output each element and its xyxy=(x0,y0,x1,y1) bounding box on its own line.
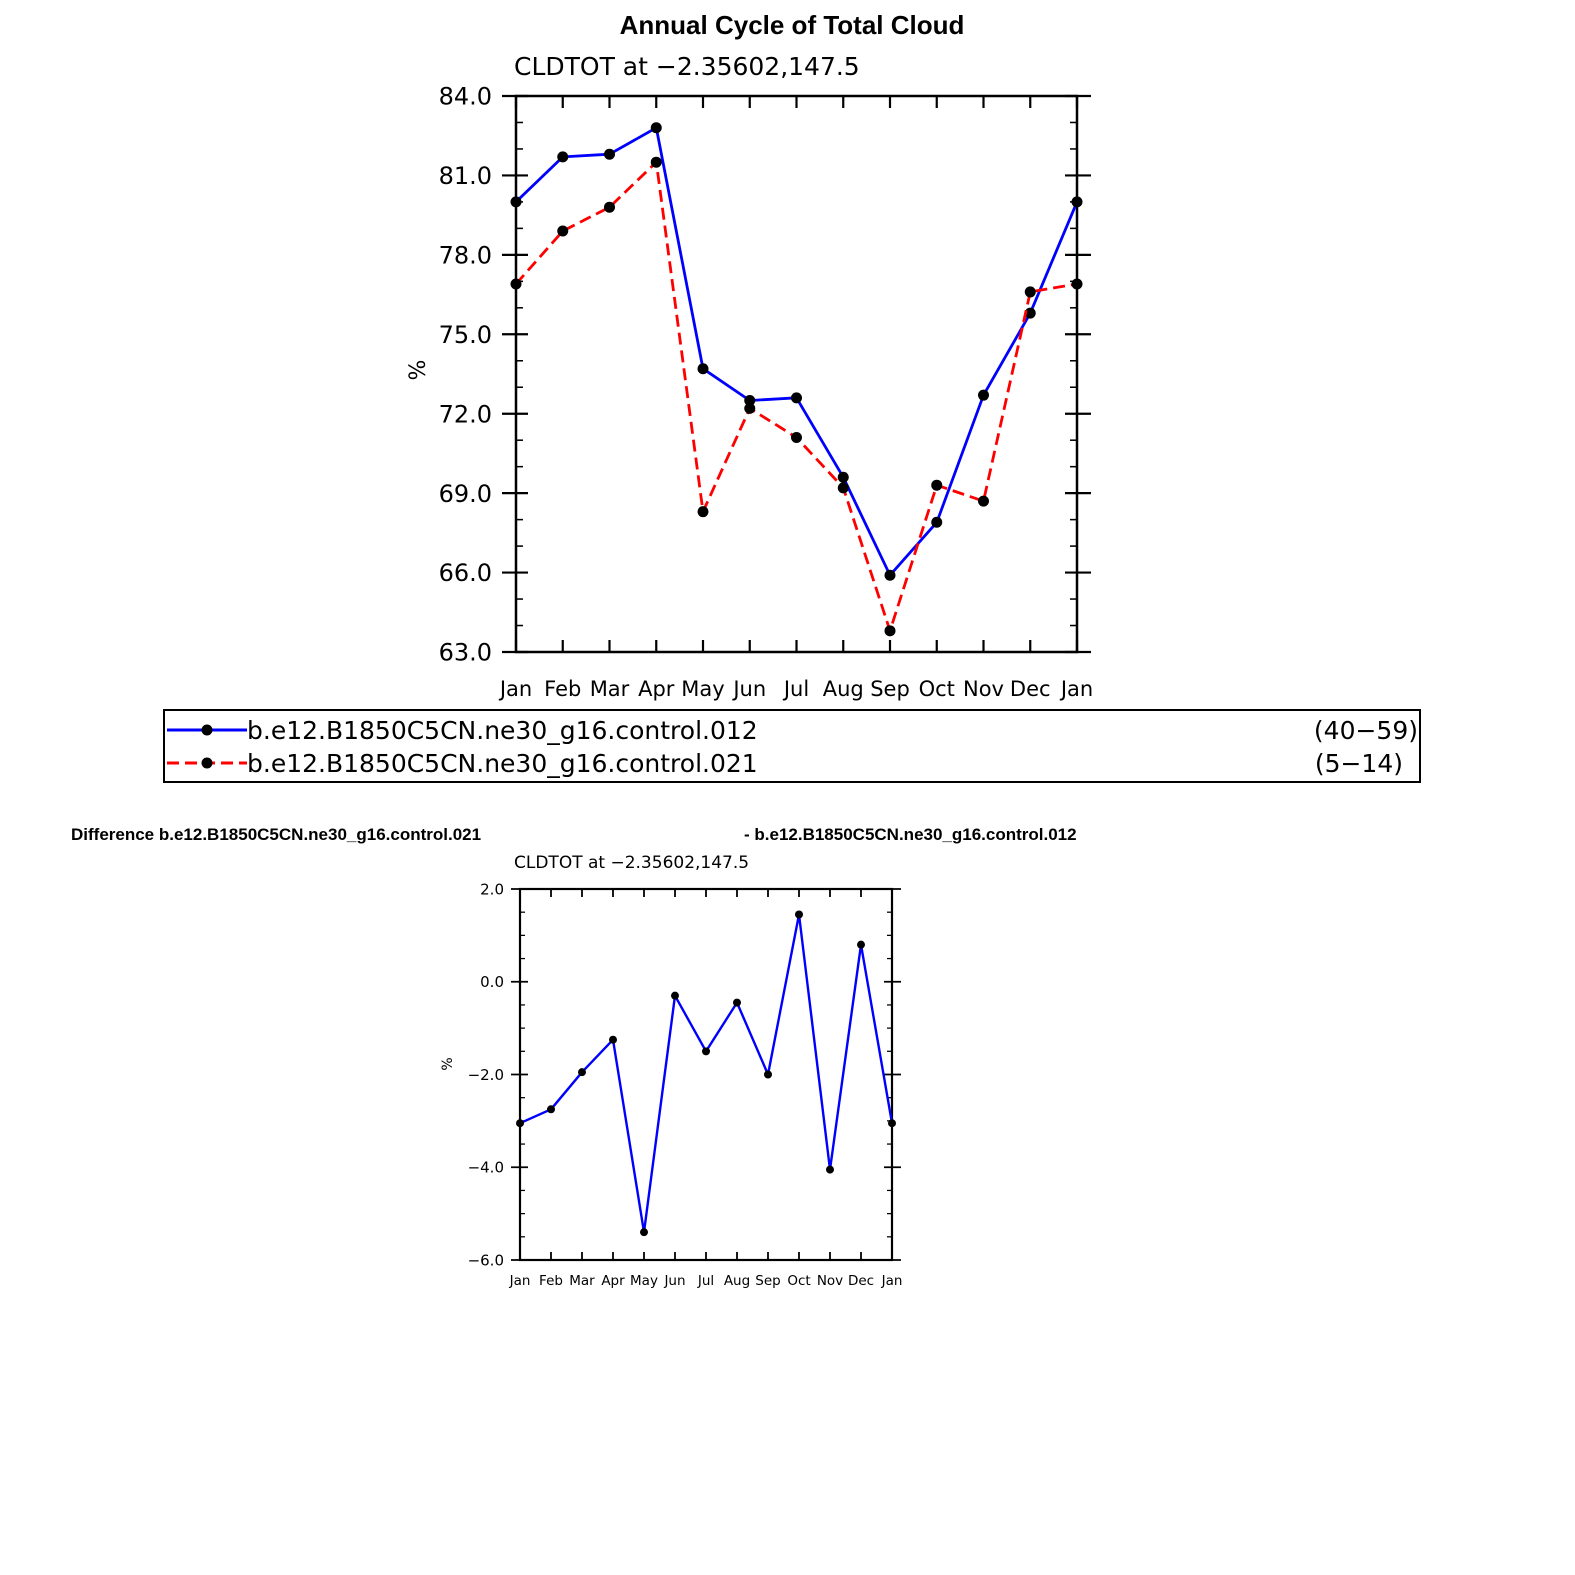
y-tick-label: −2.0 xyxy=(467,1065,504,1084)
data-point xyxy=(791,392,802,403)
data-point xyxy=(702,1047,710,1055)
data-point xyxy=(578,1068,586,1076)
difference-title-left: Difference b.e12.B1850C5CN.ne30_g16.control.021 xyxy=(71,825,482,844)
x-tick-label: Apr xyxy=(638,677,675,701)
y-tick-label: 72.0 xyxy=(438,400,492,429)
y-tick-label: 0.0 xyxy=(480,973,504,992)
data-point xyxy=(978,496,989,507)
series-line-1 xyxy=(516,128,1077,575)
data-point xyxy=(604,202,615,213)
legend-entry-2 xyxy=(167,749,1403,778)
data-point xyxy=(1072,278,1083,289)
data-point xyxy=(511,278,522,289)
x-tick-label: Apr xyxy=(601,1273,625,1289)
x-tick-label: Jan xyxy=(509,1273,531,1289)
legend-label-1: b.e12.B1850C5CN.ne30_g16.control.012 xyxy=(247,716,758,745)
x-tick-label: Feb xyxy=(539,1273,563,1289)
y-tick-label: 81.0 xyxy=(438,162,492,191)
data-point xyxy=(516,1119,524,1127)
data-point xyxy=(791,432,802,443)
y-tick-label: 69.0 xyxy=(438,479,492,508)
data-point xyxy=(1025,286,1036,297)
data-point xyxy=(857,941,865,949)
data-point xyxy=(557,151,568,162)
data-point xyxy=(557,226,568,237)
data-point xyxy=(838,472,849,483)
data-point xyxy=(547,1105,555,1113)
y-tick-label: −4.0 xyxy=(467,1158,504,1177)
x-tick-label: Sep xyxy=(755,1273,781,1289)
data-point xyxy=(698,506,709,517)
x-tick-label: Dec xyxy=(847,1273,875,1289)
x-tick-label: Sep xyxy=(870,677,910,701)
y-tick-label: 63.0 xyxy=(438,638,492,667)
data-point xyxy=(826,1166,834,1174)
y-tick-label: 78.0 xyxy=(438,241,492,270)
difference-title-right: - b.e12.B1850C5CN.ne30_g16.control.012 xyxy=(744,825,1077,844)
x-tick-label: Jan xyxy=(1060,677,1094,701)
legend-marker-1 xyxy=(202,725,213,736)
x-tick-label: Mar xyxy=(589,677,630,701)
data-point xyxy=(698,363,709,374)
x-tick-label: Jun xyxy=(733,677,767,701)
data-point xyxy=(931,517,942,528)
plot-frame xyxy=(516,96,1077,652)
data-point xyxy=(931,480,942,491)
difference-subtitle: CLDTOT at −2.35602,147.5 xyxy=(514,853,750,873)
data-point xyxy=(885,570,896,581)
x-tick-label: Oct xyxy=(787,1273,811,1289)
y-axis-label: % xyxy=(406,359,431,381)
data-point xyxy=(885,625,896,636)
x-tick-label: Aug xyxy=(723,1273,751,1289)
data-point xyxy=(744,403,755,414)
x-tick-label: Dec xyxy=(1009,677,1051,701)
data-point xyxy=(640,1228,648,1236)
y-tick-label: −6.0 xyxy=(467,1251,504,1270)
legend-entry-1 xyxy=(167,716,1418,745)
difference-chart xyxy=(71,825,1077,1289)
data-point xyxy=(651,122,662,133)
plot-frame xyxy=(520,889,892,1260)
x-tick-label: May xyxy=(681,677,725,701)
data-point xyxy=(604,149,615,160)
x-tick-label: Jan xyxy=(499,677,533,701)
data-point xyxy=(978,390,989,401)
data-point xyxy=(511,196,522,207)
y-tick-label: 75.0 xyxy=(438,320,492,349)
legend xyxy=(164,710,1420,782)
legend-years-2: (5−14) xyxy=(1314,749,1403,778)
y-tick-label: 2.0 xyxy=(480,880,504,899)
y-tick-label: 66.0 xyxy=(438,559,492,588)
data-point xyxy=(733,999,741,1007)
x-tick-label: Jul xyxy=(783,677,810,701)
legend-label-2: b.e12.B1850C5CN.ne30_g16.control.021 xyxy=(247,749,758,778)
y-tick-label: 84.0 xyxy=(438,82,492,111)
difference-y-axis-label: % xyxy=(440,1057,456,1071)
data-point xyxy=(609,1036,617,1044)
data-point xyxy=(671,992,679,1000)
x-tick-label: Jul xyxy=(697,1273,715,1289)
x-tick-label: Jan xyxy=(881,1273,903,1289)
x-tick-label: Oct xyxy=(918,677,955,701)
x-tick-label: Nov xyxy=(816,1273,844,1289)
legend-marker-2 xyxy=(202,758,213,769)
chart-title: Annual Cycle of Total Cloud xyxy=(619,10,965,40)
data-point xyxy=(651,157,662,168)
x-tick-label: Mar xyxy=(569,1273,595,1289)
data-point xyxy=(795,911,803,919)
data-point xyxy=(838,482,849,493)
x-tick-label: May xyxy=(630,1273,658,1289)
x-tick-label: Feb xyxy=(544,677,582,701)
legend-years-1: (40−59) xyxy=(1313,716,1418,745)
annual-cycle-chart xyxy=(406,10,1093,701)
x-tick-label: Jun xyxy=(664,1273,686,1289)
series-line-1 xyxy=(520,915,892,1233)
data-point xyxy=(764,1071,772,1079)
chart-subtitle: CLDTOT at −2.35602,147.5 xyxy=(514,52,860,81)
x-tick-label: Aug xyxy=(822,677,864,701)
data-point xyxy=(888,1119,896,1127)
x-tick-label: Nov xyxy=(963,677,1004,701)
data-point xyxy=(1072,196,1083,207)
